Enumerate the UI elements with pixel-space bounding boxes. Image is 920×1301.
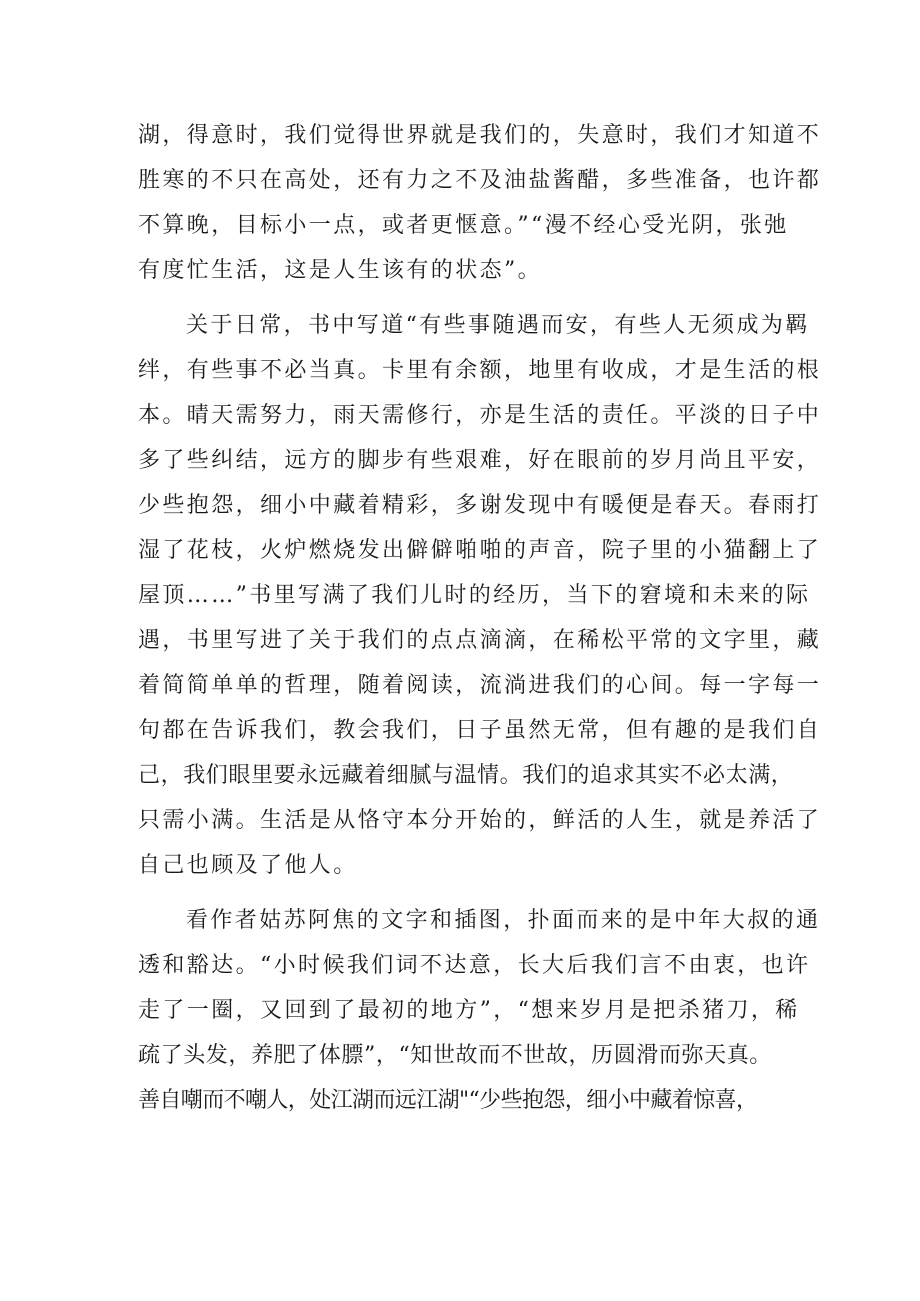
text-line-4: 有度忙生活，这是人生该有的状态”。 [138,258,543,283]
text-line-13: 着简简单单的哲理，随着阅读，流淌进我们的心间。每一字每一 [138,673,822,698]
text-line-12: 遇，书里写进了关于我们的点点滴滴，在稀松平常的文字里，藏 [138,628,822,653]
text-line-7: 本。晴天需努力，雨天需修行，亦是生活的责任。平淡的日子中 [138,403,822,428]
text-line-15: 己，我们眼里要永远藏着细腻与温情。我们的追求其实不必太满， [138,763,794,788]
text-line-11: 屋顶……”书里写满了我们儿时的经历，当下的窘境和未来的际 [138,583,811,608]
text-line-9: 少些抱怨，细小中藏着精彩，多谢发现中有暖便是春天。春雨打 [138,493,822,518]
text-line-1: 湖，得意时，我们觉得世界就是我们的，失意时，我们才知道不 [138,123,822,148]
text-line-17: 自己也顾及了他人。 [138,853,358,878]
text-line-20: 走了一圈，又回到了最初的地方”，“想来岁月是把杀猪刀，稀 [138,998,800,1023]
text-line-16: 只需小满。生活是从恪守本分开始的，鲜活的人生，就是养活了 [138,808,822,833]
text-line-2: 胜寒的不只在高处，还有力之不及油盐酱醋，多些准备，也许都 [138,168,822,193]
text-line-10: 湿了花枝，火炉燃烧发出僻僻啪啪的声音，院子里的小猫翻上了 [138,538,822,563]
text-line-22: 善自嘲而不嘲人，处江湖而远江湖"“少些抱怨，细小中藏着惊喜， [138,1088,758,1113]
text-line-3: 不算晚，目标小一点，或者更惬意。”“漫不经心受光阴，张弛 [138,213,789,238]
text-line-18: 看作者姑苏阿焦的文字和插图，扑面而来的是中年大叔的通 [186,908,821,933]
text-line-19: 透和豁达。“小时候我们词不达意，长大后我们言不由衷，也许 [138,953,811,978]
text-line-8: 多了些纠结，远方的脚步有些艰难，好在眼前的岁月尚且平安， [138,448,822,473]
text-line-21: 疏了头发，养肥了体膘”，“知世故而不世故，历圆滑而弥天真。 [138,1043,772,1068]
text-line-14: 句都在告诉我们，教会我们，日子虽然无常，但有趣的是我们自 [138,718,822,743]
text-line-5: 关于日常，书中写道“有些事随遇而安，有些人无须成为羁 [186,313,810,338]
text-line-6: 绊，有些事不必当真。卡里有余额，地里有收成，才是生活的根 [138,358,822,383]
